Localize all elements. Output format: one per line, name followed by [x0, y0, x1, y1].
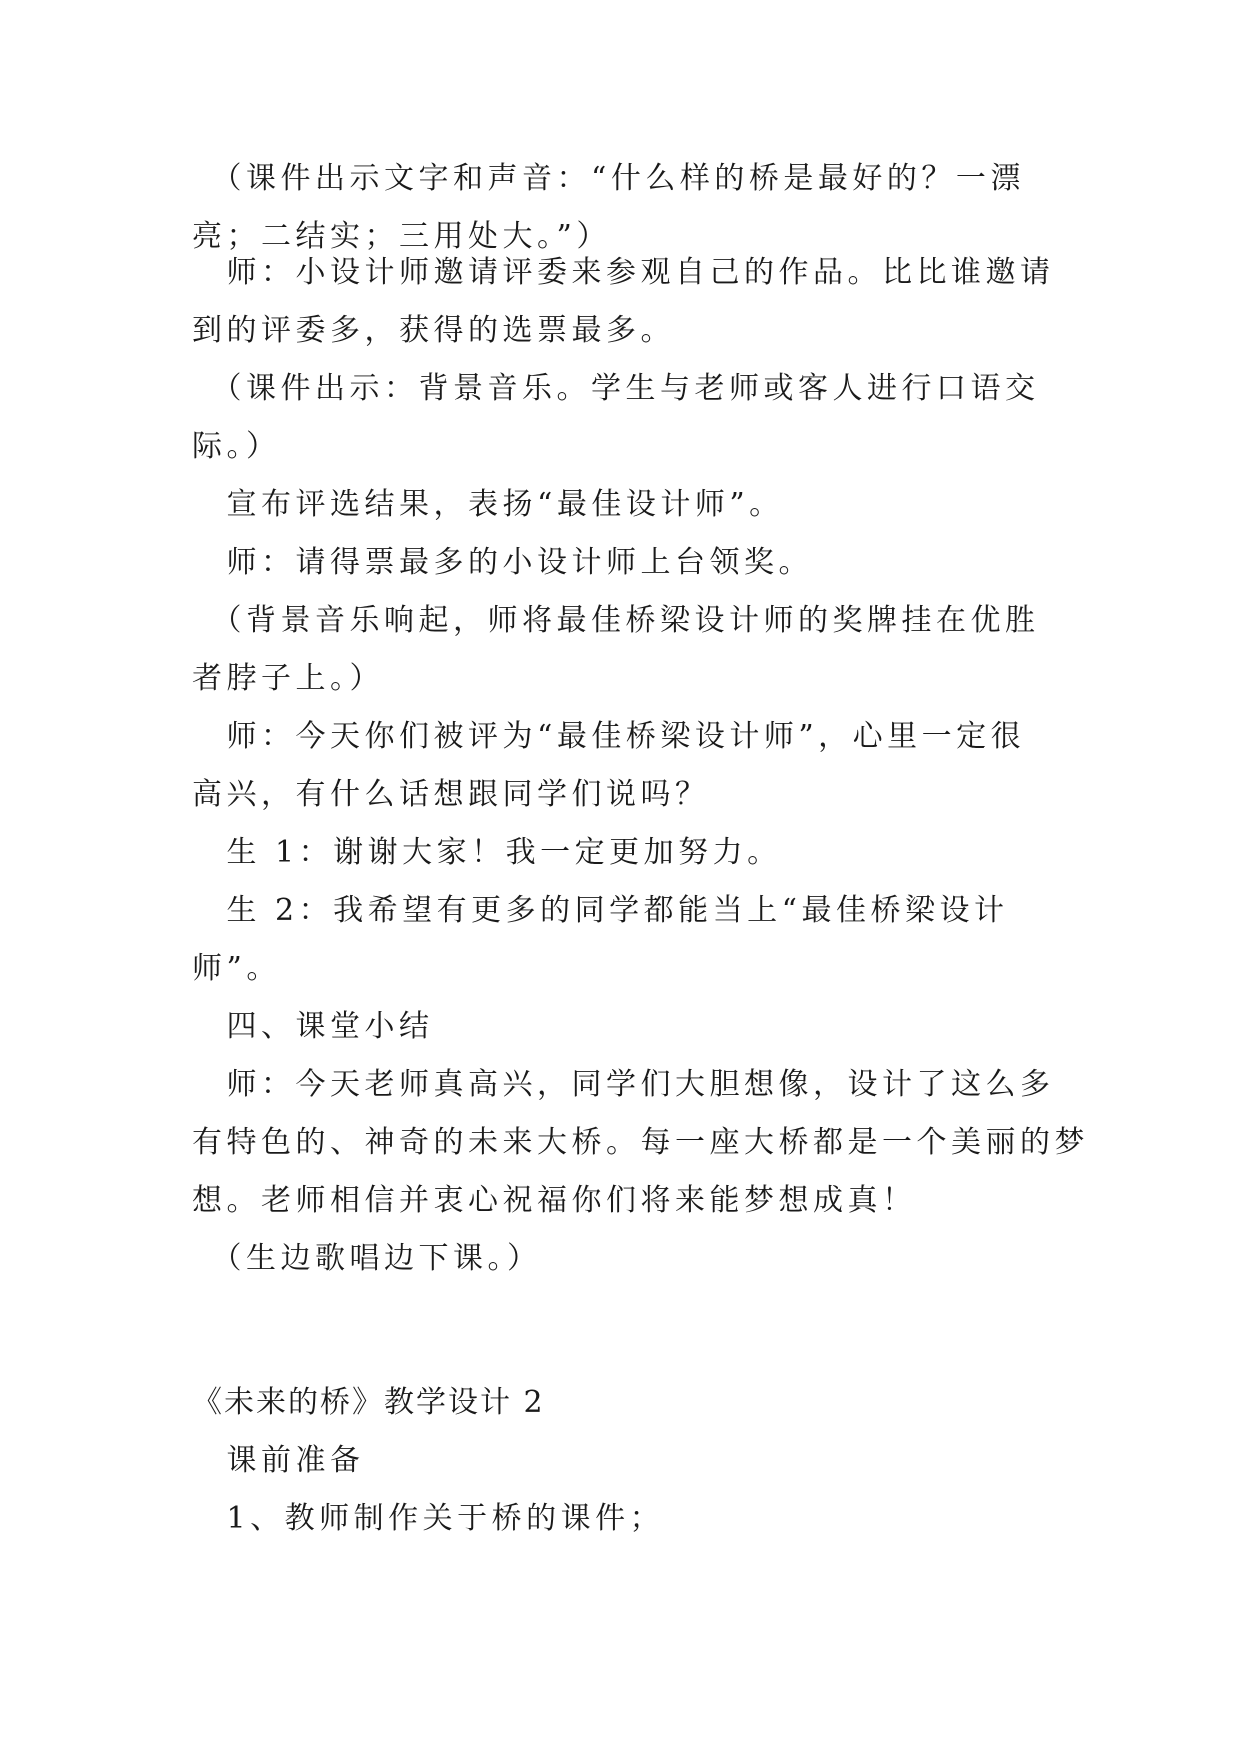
- text-line: 师：今天你们被评为“最佳桥梁设计师”，心里一定很: [192, 719, 1026, 754]
- text-line: （生边歌唱边下课。）: [192, 1241, 542, 1276]
- text-line: 师”。: [192, 951, 281, 986]
- paragraph-4: [192, 476, 1056, 534]
- text-line: （背景音乐响起，师将最佳桥梁设计师的奖牌挂在优胜: [192, 603, 1040, 638]
- paragraph-2: [192, 244, 1056, 360]
- section-paragraph-1: [192, 1432, 1056, 1490]
- section-title: [192, 1374, 1056, 1432]
- text-line: 1、教师制作关于桥的课件；: [192, 1501, 665, 1536]
- text-line: （课件出示：背景音乐。学生与老师或客人进行口语交: [192, 371, 1040, 406]
- paragraph-12: [192, 1230, 1056, 1288]
- text-line: 课前准备: [192, 1443, 365, 1478]
- text-line: 师：今天老师真高兴，同学们大胆想像，设计了这么多: [192, 1067, 1055, 1102]
- paragraph-10: [192, 998, 1056, 1056]
- paragraph-9: [192, 882, 1056, 998]
- text-line: 师：请得票最多的小设计师上台领奖。: [192, 545, 813, 580]
- text-line: 四、课堂小结: [192, 1009, 434, 1044]
- text-line: 者脖子上。）: [192, 661, 384, 696]
- text-line: 有特色的、神奇的未来大桥。每一座大桥都是一个美丽的梦: [192, 1125, 1089, 1160]
- text-line: （课件出示文字和声音：“什么样的桥是最好的？一漂: [192, 161, 1025, 196]
- paragraph-11: [192, 1056, 1089, 1230]
- text-line: 师：小设计师邀请评委来参观自己的作品。比比谁邀请: [192, 255, 1055, 290]
- text-line: 际。）: [192, 429, 281, 464]
- text-line: 生 1：谢谢大家！我一定更加努力。: [192, 835, 782, 870]
- text-line: 宣布评选结果，表扬“最佳设计师”。: [192, 487, 784, 522]
- text-line: 《未来的桥》教学设计 2: [192, 1385, 545, 1420]
- paragraph-3: [192, 360, 1056, 476]
- text-line: 高兴，有什么话想跟同学们说吗？: [192, 777, 710, 812]
- section-paragraph-2: [192, 1490, 1056, 1548]
- text-line: 亮；二结实；三用处大。”）: [192, 219, 611, 254]
- paragraph-5: [192, 534, 1056, 592]
- text-line: 生 2：我希望有更多的同学都能当上“最佳桥梁设计: [192, 893, 1009, 928]
- text-line: 想。老师相信并衷心祝福你们将来能梦想成真！: [192, 1183, 917, 1218]
- paragraph-6: [192, 592, 1056, 708]
- paragraph-7: [192, 708, 1056, 824]
- text-line: 到的评委多，获得的选票最多。: [192, 313, 675, 348]
- paragraph-8: [192, 824, 1056, 882]
